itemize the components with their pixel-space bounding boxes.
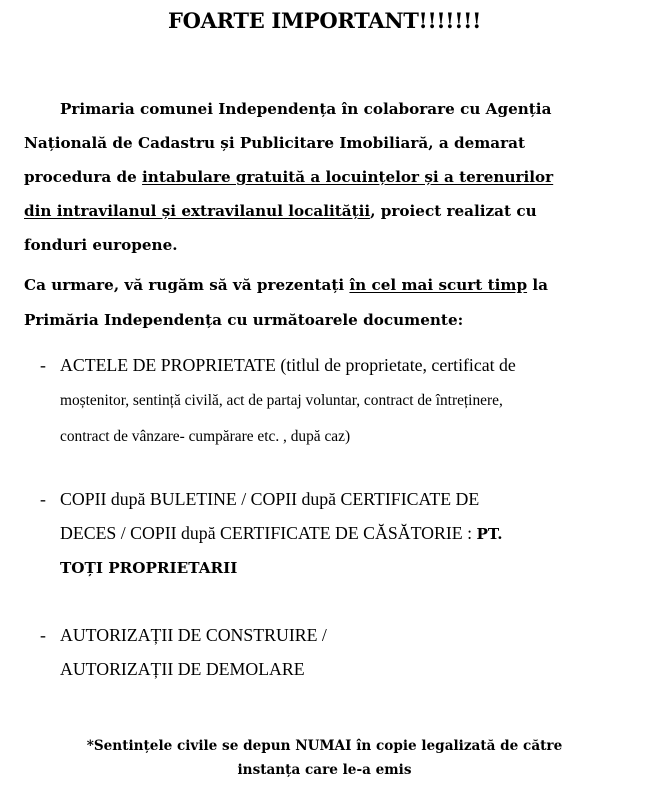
intro-line-3: procedura de intabulare gratuită a locuințelor și a terenurilor <box>24 168 554 186</box>
list-dash: - <box>40 355 46 375</box>
request-paragraph <box>24 268 640 338</box>
list-dash: - <box>40 489 46 509</box>
request-line-1: Ca urmare, vă rugăm să vă prezentați în cel mai scurt timp la <box>24 276 548 294</box>
page-title: FOARTE IMPORTANT!!!!!!! <box>168 8 481 33</box>
footnote: *Sentințele civile se depun NUMAI în copie legalizată de către instanța care le-a emis <box>86 738 563 778</box>
announcement-page: FOARTE IMPORTANT!!!!!!! Primaria comunei Independența în colaborare cu Agenția Națională de Cadastru și Publicitare Imobiliară, a demarat procedura de intabulare gratuită a locuințelor și a terenurilor din intravilanul și extravilanul localității, proiect realizat cu fonduri europene. Ca urmare, vă rugăm să vă prezentați în cel mai scurt timp la Primăria Independența cu următoarele documente: - ACTELE DE PROPRIETATE (titlul de proprietate, certificat de moștenitor, sentință civilă, act de partaj voluntar, contract de întreținere, contract de vânzare- cumpărare etc. , după caz) - COPII după BULETINE / COPII după CERTIFICATE DE DECES / COPII după CERTIFICATE DE CĂSĂTORIE : PT. TOȚI PROPRIETARII - AUTORIZAȚII DE CONSTRUIRE / AUTORIZAȚII DE DEMOLARE *Sentințele civile se depun NUMAI în copie legalizată de către instanța care le-a emis <box>0 0 649 797</box>
urgency-emphasis: în cel mai scurt timp <box>349 276 528 294</box>
intro-line-1: Primaria comunei Independența în colaborare cu Agenția <box>60 100 552 118</box>
request-line-2: Primăria Independența cu următoarele documente: <box>24 311 464 329</box>
area-emphasis: din intravilanul și extravilanul localității <box>24 202 371 220</box>
intro-line-5: fonduri europene. <box>24 236 178 254</box>
intro-paragraph <box>24 92 640 262</box>
all-owners-note: TOȚI PROPRIETARII <box>60 559 238 577</box>
intro-line-2: Națională de Cadastru și Publicitare Imobiliară, a demarat <box>24 134 525 152</box>
intro-line-4: din intravilanul și extravilanul localității, proiect realizat cu <box>24 202 537 220</box>
free-registration-emphasis: intabulare gratuită a locuințelor și a terenurilor <box>142 168 554 186</box>
list-dash: - <box>40 625 46 645</box>
